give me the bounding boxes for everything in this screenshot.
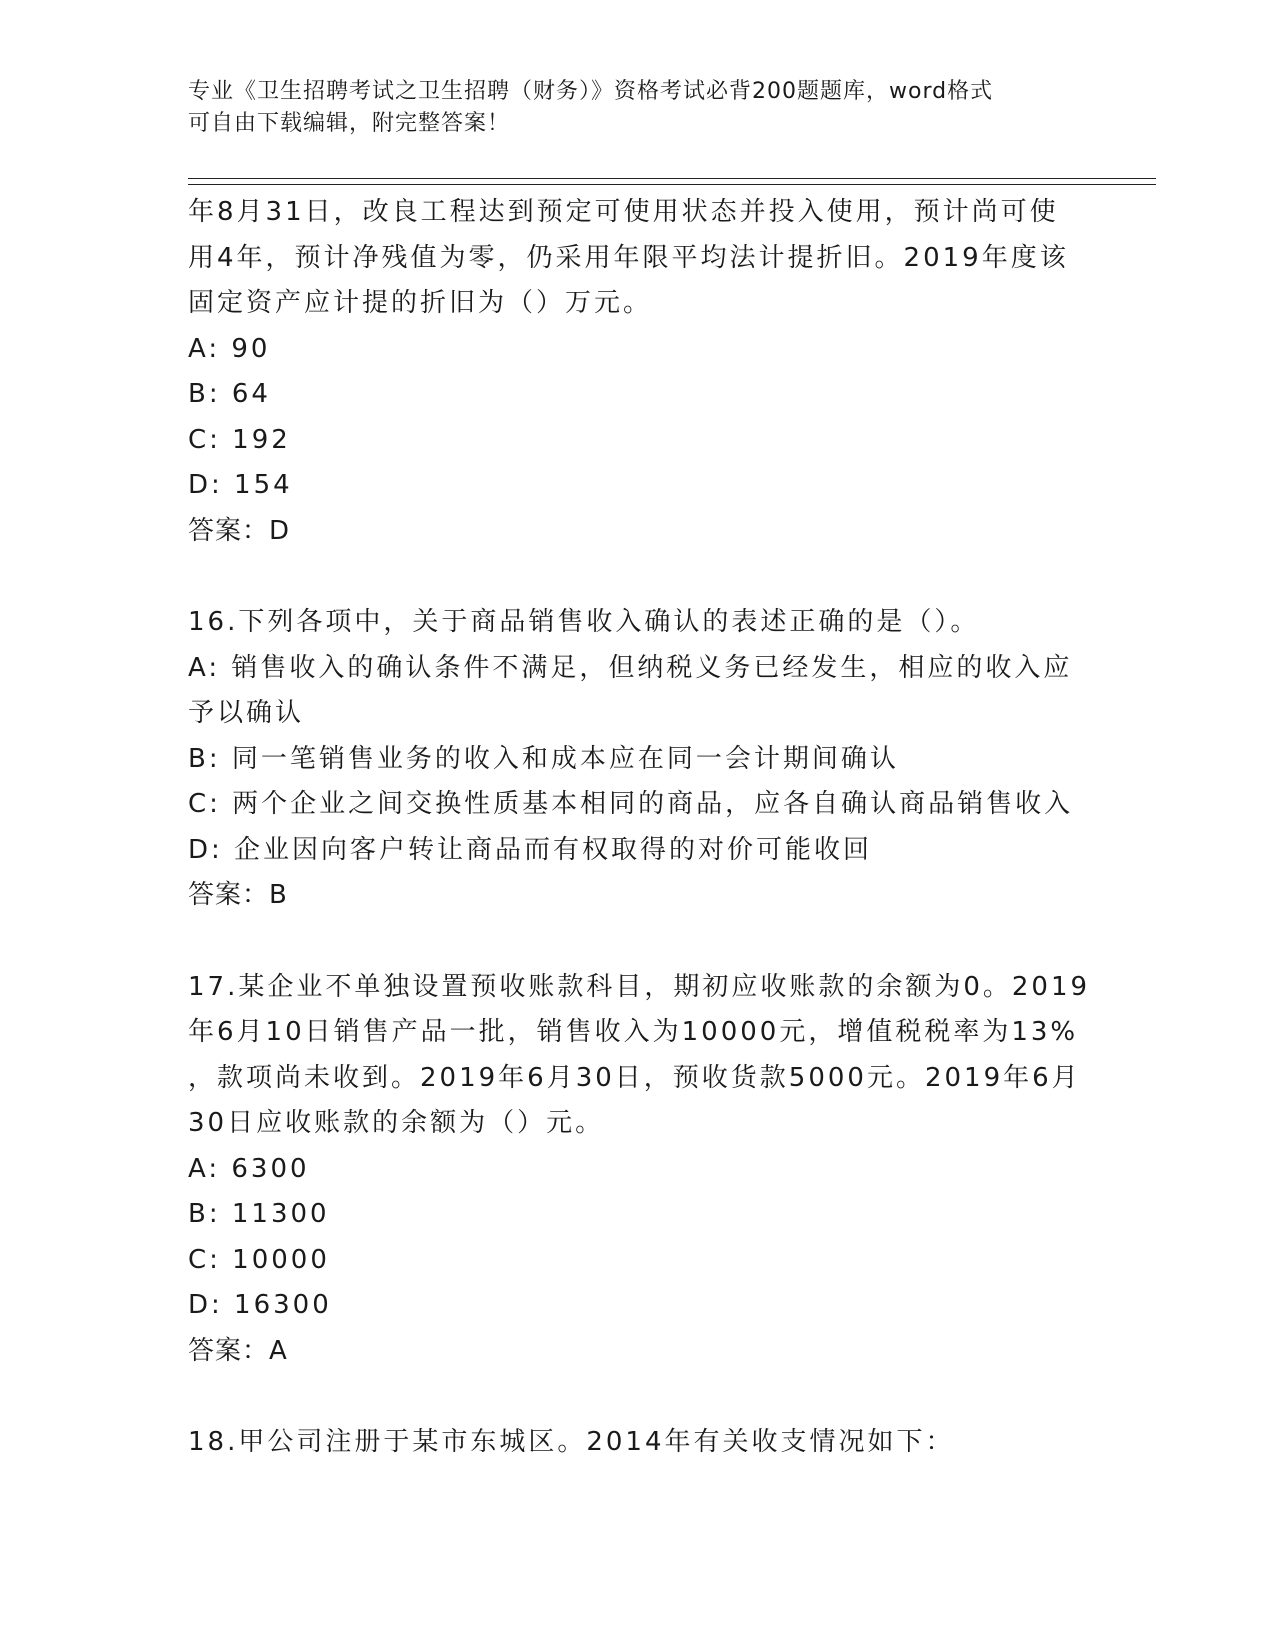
option-c: C: 192: [188, 424, 291, 455]
option-d: D: 16300: [188, 1290, 332, 1320]
spacer: [188, 1374, 1088, 1420]
answer: 答案：D: [188, 515, 291, 546]
option-a: A: 90: [188, 333, 271, 364]
question-text-line: 固定资产应计提的折旧为（）万元。: [188, 288, 653, 318]
question-text-line: ，款项尚未收到。2019年6月30日，预收货款5000元。2019年6月: [188, 1062, 1081, 1093]
question-text-line: 年8月31日，改良工程达到预定可使用状态并投入使用，预计尚可使: [188, 197, 1059, 227]
header-divider-top: [188, 178, 1156, 179]
option-b: B: 11300: [188, 1199, 330, 1229]
question-text-line: 年6月10日销售产品一批，销售收入为10000元，增值税税率为13%: [188, 1017, 1079, 1047]
document-body: [188, 190, 1091, 1466]
question-text-line: 30日应收账款的余额为（）元。: [188, 1108, 605, 1138]
header-divider-bottom: [188, 184, 1156, 185]
question-continued: [188, 190, 1088, 554]
question-text-line: 17.某企业不单独设置预收账款科目，期初应收账款的余额为0。2019: [188, 971, 1091, 1002]
question-text-line: 16.下列各项中，关于商品销售收入确认的表述正确的是（）。: [188, 607, 980, 637]
option-c: C: 两个企业之间交换性质基本相同的商品，应各自确认商品销售收入: [188, 789, 1074, 819]
option-c: C: 10000: [188, 1244, 330, 1275]
question-17: [188, 965, 1091, 1375]
option-a-continued: 予以确认: [188, 698, 305, 728]
question-text-line: 18.甲公司注册于某市东城区。2014年有关收支情况如下：: [188, 1427, 955, 1457]
option-b: B: 同一笔销售业务的收入和成本应在同一会计期间确认: [188, 743, 899, 774]
answer: 答案：A: [188, 1335, 288, 1366]
header-title-line-2: 可自由下载编辑，附完整答案！: [188, 111, 511, 136]
option-a: A: 6300: [188, 1153, 310, 1184]
spacer: [188, 919, 1088, 965]
question-text-line: 用4年，预计净残值为零，仍采用年限平均法计提折旧。2019年度该: [188, 242, 1069, 273]
option-d: D: 154: [188, 470, 293, 500]
question-16: [188, 600, 1088, 919]
option-d: D: 企业因向客户转让商品而有权取得的对价可能收回: [188, 834, 873, 865]
option-a: A: 销售收入的确认条件不满足，但纳税义务已经发生，相应的收入应: [188, 652, 1073, 683]
question-18: [188, 1420, 1088, 1466]
option-b: B: 64: [188, 379, 271, 409]
answer: 答案：B: [188, 880, 288, 910]
spacer: [188, 554, 1088, 600]
header-title-line-1: 专业《卫生招聘考试之卫生招聘（财务）》资格考试必背200题题库，word格式: [188, 79, 994, 104]
document-header: [188, 76, 1068, 140]
